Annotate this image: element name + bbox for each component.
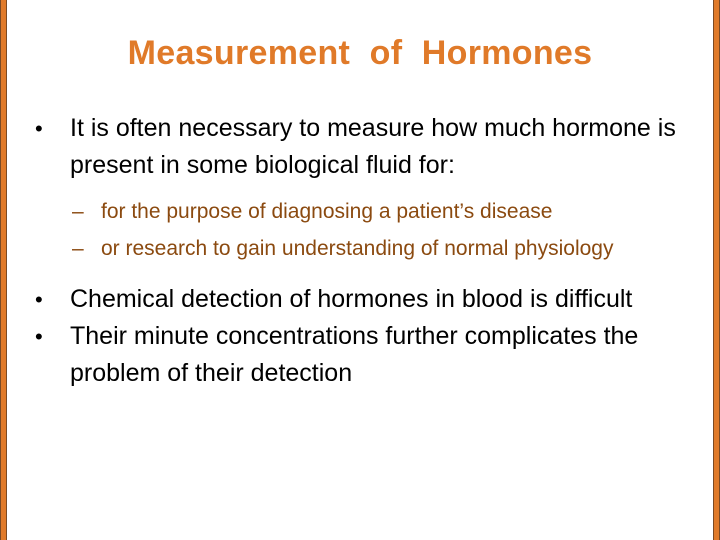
sub-bullet-item-2: [70, 233, 686, 265]
sub-bullet-text: for the purpose of diagnosing a patient’s disease: [101, 200, 553, 223]
sub-bullet-text: or research to gain understanding of normal physiology: [101, 237, 614, 260]
slide-title: Measurement of Hormones: [127, 34, 593, 72]
right-accent-bar: [713, 0, 720, 540]
bullet-text: Their minute concentrations further complicates the problem of their detection: [70, 322, 639, 387]
bullet-text: Chemical detection of hormones in blood is difficult: [70, 285, 633, 313]
sub-bullet-list: [70, 196, 686, 265]
bullet-item-3: [26, 318, 686, 392]
bullet-item-2: [26, 281, 686, 318]
left-accent-bar: [0, 0, 7, 540]
sub-bullet-item-1: [70, 196, 686, 228]
bullet-list: [26, 110, 686, 392]
bullet-dot-icon: •: [35, 116, 43, 141]
bullet-item-1: [26, 110, 686, 184]
bullet-dot-icon: •: [35, 287, 43, 312]
dash-icon: –: [72, 237, 84, 260]
bullet-dot-icon: •: [35, 324, 43, 349]
bullet-text: It is often necessary to measure how much hormone is present in some biological fluid for:: [70, 114, 676, 179]
dash-icon: –: [72, 200, 84, 223]
